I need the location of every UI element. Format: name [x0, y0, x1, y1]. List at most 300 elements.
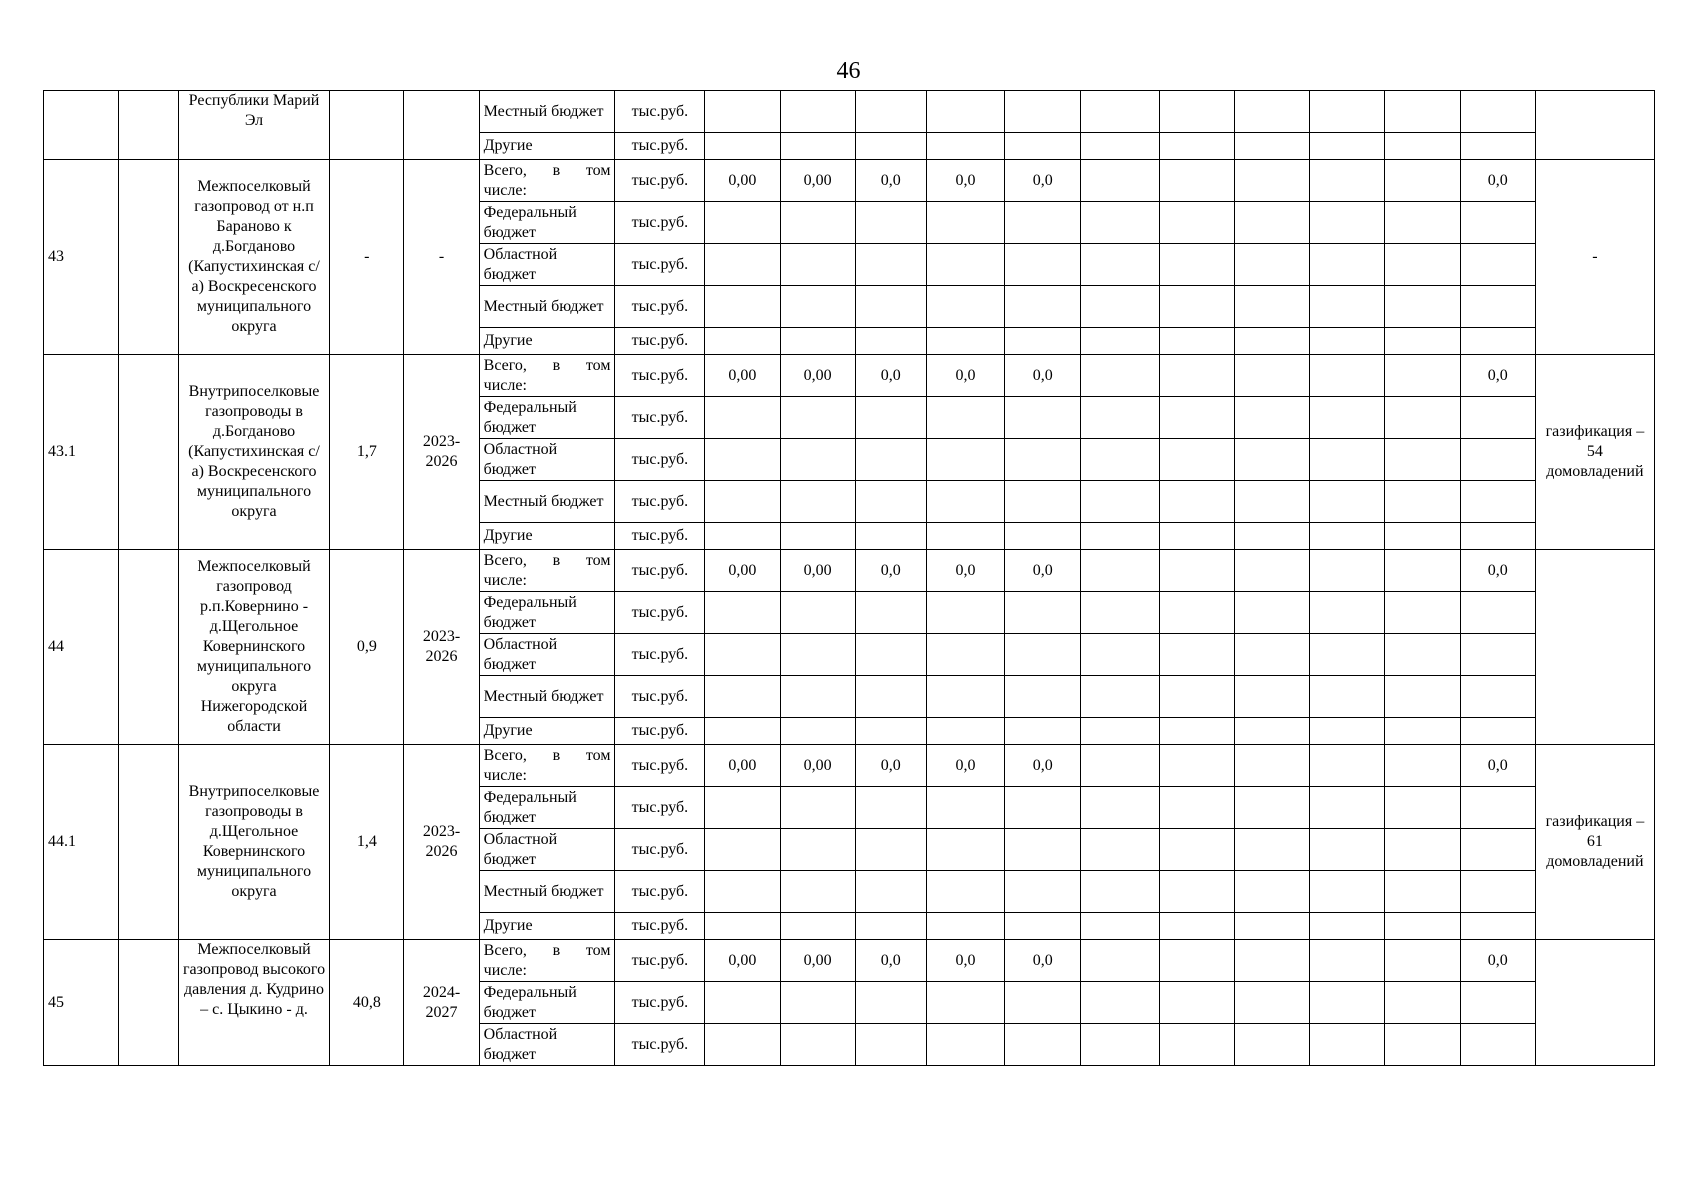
empty-cell [855, 634, 926, 676]
empty-cell [1159, 745, 1234, 787]
sum-cell: 0,0 [1460, 355, 1535, 397]
empty-cell [1081, 592, 1159, 634]
empty-cell [1310, 244, 1385, 286]
unit: тыс.руб. [615, 523, 705, 550]
empty-cell [1081, 1024, 1159, 1066]
object-period: - [404, 160, 479, 355]
result-cell [1535, 91, 1654, 160]
empty-cell [1385, 634, 1460, 676]
empty-cell [855, 202, 926, 244]
empty-cell [1005, 634, 1081, 676]
funding-source: Местный бюджет [479, 286, 615, 328]
empty-cell [1005, 202, 1081, 244]
object-period: 2023-2026 [404, 745, 479, 940]
unit: тыс.руб. [615, 355, 705, 397]
empty-cell [1159, 634, 1234, 676]
empty-cell [1460, 871, 1535, 913]
empty-cell [1310, 634, 1385, 676]
empty-cell [855, 787, 926, 829]
table-row [44, 745, 1655, 787]
object-period: 2024-2027 [404, 940, 479, 1066]
funding-source: Другие [479, 913, 615, 940]
empty-cell [926, 1024, 1004, 1066]
empty-cell [1460, 328, 1535, 355]
empty-cell [1005, 718, 1081, 745]
empty-cell [780, 1024, 855, 1066]
empty-cell [1081, 634, 1159, 676]
empty-cell [780, 286, 855, 328]
empty-cell [1159, 244, 1234, 286]
empty-cell [926, 634, 1004, 676]
empty-cell [1081, 982, 1159, 1024]
empty-cell [1081, 676, 1159, 718]
funding-source: Областной бюджет [479, 244, 615, 286]
funding-source: Всего, в том числе: [479, 355, 615, 397]
unit: тыс.руб. [615, 718, 705, 745]
empty-cell [705, 244, 780, 286]
empty-cell [1310, 871, 1385, 913]
sum-cell: 0,0 [1460, 160, 1535, 202]
empty-cell [1460, 397, 1535, 439]
value-cell: 0,00 [705, 745, 780, 787]
page-number: 46 [836, 58, 861, 84]
empty-cell [1460, 523, 1535, 550]
empty-cell [1234, 787, 1309, 829]
empty-cell [780, 871, 855, 913]
empty-cell [855, 523, 926, 550]
empty-cell [1159, 355, 1234, 397]
empty-cell [1460, 286, 1535, 328]
empty-cell [926, 523, 1004, 550]
object-number: 44 [44, 550, 119, 745]
empty-cell [926, 592, 1004, 634]
unit: тыс.руб. [615, 745, 705, 787]
empty-cell [855, 829, 926, 871]
empty-cell [855, 982, 926, 1024]
empty-cell [1159, 913, 1234, 940]
empty-cell [705, 439, 780, 481]
empty-cell [1385, 592, 1460, 634]
empty-cell [1460, 481, 1535, 523]
object-period: 2023-2026 [404, 355, 479, 550]
empty-cell [1081, 439, 1159, 481]
object-number: 45 [44, 940, 119, 1066]
empty-cell [1460, 982, 1535, 1024]
empty-cell [1234, 913, 1309, 940]
empty-cell [926, 982, 1004, 1024]
empty-cell [1310, 745, 1385, 787]
empty-cell [705, 328, 780, 355]
result-cell: - [1535, 160, 1654, 355]
table-row [44, 91, 1655, 133]
empty-cell [1159, 439, 1234, 481]
unit: тыс.руб. [615, 940, 705, 982]
value-cell: 0,0 [1005, 160, 1081, 202]
empty-cell [1159, 550, 1234, 592]
empty-cell [1234, 328, 1309, 355]
funding-source: Местный бюджет [479, 481, 615, 523]
funding-source: Областной бюджет [479, 634, 615, 676]
funding-source: Другие [479, 328, 615, 355]
funding-source: Местный бюджет [479, 676, 615, 718]
empty-cell [1234, 940, 1309, 982]
value-cell: 0,00 [780, 550, 855, 592]
empty-cell [926, 286, 1004, 328]
empty-cell [1234, 397, 1309, 439]
empty-cell [1159, 481, 1234, 523]
funding-source: Областной бюджет [479, 1024, 615, 1066]
funding-source: Местный бюджет [479, 91, 615, 133]
value-cell: 0,0 [926, 745, 1004, 787]
empty-cell [1234, 745, 1309, 787]
funding-source: Всего, в том числе: [479, 550, 615, 592]
object-number: 43 [44, 160, 119, 355]
empty-cell [1310, 676, 1385, 718]
cell-num [44, 91, 119, 160]
empty-cell [1310, 1024, 1385, 1066]
unit: тыс.руб. [615, 829, 705, 871]
empty-cell [1005, 439, 1081, 481]
empty-cell [1081, 481, 1159, 523]
empty-cell [855, 1024, 926, 1066]
empty-cell [705, 286, 780, 328]
empty-cell [1005, 982, 1081, 1024]
funding-source: Другие [479, 133, 615, 160]
empty-cell [1081, 160, 1159, 202]
value-cell: 0,0 [855, 550, 926, 592]
empty-cell [780, 523, 855, 550]
empty-cell [926, 829, 1004, 871]
empty-cell [1005, 913, 1081, 940]
unit: тыс.руб. [615, 550, 705, 592]
empty-cell [1310, 202, 1385, 244]
empty-cell [1385, 481, 1460, 523]
funding-source: Федеральный бюджет [479, 202, 615, 244]
empty-cell [780, 202, 855, 244]
empty-cell [1234, 550, 1309, 592]
empty-cell [1310, 355, 1385, 397]
empty-cell [1081, 523, 1159, 550]
empty-cell [1234, 523, 1309, 550]
result-cell: газификация – 54 домовладений [1535, 355, 1654, 550]
value-cell: 0,0 [926, 550, 1004, 592]
empty-cell [1234, 676, 1309, 718]
empty-cell [1159, 523, 1234, 550]
empty-cell [1310, 286, 1385, 328]
unit: тыс.руб. [615, 133, 705, 160]
empty-cell [1081, 718, 1159, 745]
value-cell: 0,00 [705, 160, 780, 202]
empty-cell [1005, 787, 1081, 829]
empty-cell [1310, 592, 1385, 634]
empty-cell [1234, 244, 1309, 286]
empty-cell [1310, 829, 1385, 871]
budget-table [43, 90, 1655, 1066]
empty-cell [855, 397, 926, 439]
table-row [44, 355, 1655, 397]
empty-cell [1385, 328, 1460, 355]
empty-cell [1081, 397, 1159, 439]
empty-cell [926, 439, 1004, 481]
empty-cell [1385, 718, 1460, 745]
empty-cell [705, 913, 780, 940]
value-cell: 0,0 [855, 160, 926, 202]
unit: тыс.руб. [615, 397, 705, 439]
value-cell: 0,0 [855, 745, 926, 787]
value-cell: 0,0 [926, 355, 1004, 397]
object-length: 0,9 [330, 550, 404, 745]
value-cell: 0,00 [780, 940, 855, 982]
empty-cell [1460, 244, 1535, 286]
sum-cell: 0,0 [1460, 550, 1535, 592]
object-length: - [330, 160, 404, 355]
empty-cell [1081, 787, 1159, 829]
empty-cell [780, 439, 855, 481]
object-name: Внутрипоселковые газопроводы в д.Богданово (Капустихинская с/а) Воскресенского муниципального округа [178, 355, 329, 550]
value-cell: 0,0 [855, 355, 926, 397]
value-cell: 0,0 [926, 160, 1004, 202]
empty-cell [1159, 787, 1234, 829]
empty-cell [705, 592, 780, 634]
empty-cell [1081, 286, 1159, 328]
result-cell: газификация – 61 домовладений [1535, 745, 1654, 940]
empty-cell [705, 1024, 780, 1066]
empty-cell [1385, 745, 1460, 787]
empty-cell [1081, 202, 1159, 244]
empty-cell [780, 676, 855, 718]
empty-cell [1310, 913, 1385, 940]
empty-cell [705, 829, 780, 871]
empty-cell [1159, 982, 1234, 1024]
unit: тыс.руб. [615, 286, 705, 328]
empty-cell [1005, 592, 1081, 634]
unit: тыс.руб. [615, 244, 705, 286]
empty-cell [1159, 160, 1234, 202]
empty-cell [926, 397, 1004, 439]
empty-cell [1385, 982, 1460, 1024]
empty-cell [1081, 829, 1159, 871]
object-period: 2023-2026 [404, 550, 479, 745]
empty-cell [926, 913, 1004, 940]
empty-cell [705, 676, 780, 718]
empty-cell [1385, 940, 1460, 982]
empty-cell [1081, 871, 1159, 913]
object-number: 43.1 [44, 355, 119, 550]
empty-cell [1310, 523, 1385, 550]
empty-cell [855, 871, 926, 913]
empty-cell [1159, 328, 1234, 355]
empty-cell [1081, 913, 1159, 940]
empty-cell [926, 676, 1004, 718]
value-cell: 0,00 [705, 550, 780, 592]
unit: тыс.руб. [615, 160, 705, 202]
empty-cell [1005, 523, 1081, 550]
empty-cell [780, 592, 855, 634]
value-cell: 0,0 [1005, 745, 1081, 787]
empty-cell [1234, 481, 1309, 523]
object-length: 1,4 [330, 745, 404, 940]
empty-cell [1310, 439, 1385, 481]
empty-cell [855, 718, 926, 745]
object-number: 44.1 [44, 745, 119, 940]
empty-cell [780, 244, 855, 286]
object-name: Республики Марий Эл [178, 91, 329, 160]
funding-source: Местный бюджет [479, 871, 615, 913]
empty-cell [1005, 481, 1081, 523]
empty-cell [1005, 871, 1081, 913]
empty-cell [1385, 676, 1460, 718]
empty-cell [855, 286, 926, 328]
empty-cell [1234, 286, 1309, 328]
empty-cell [1081, 244, 1159, 286]
empty-cell [705, 718, 780, 745]
empty-cell [1385, 1024, 1460, 1066]
empty-cell [855, 244, 926, 286]
value-cell: 0,00 [705, 355, 780, 397]
empty-cell [1005, 244, 1081, 286]
empty-cell [1310, 940, 1385, 982]
funding-source: Всего, в том числе: [479, 745, 615, 787]
empty-cell [1385, 202, 1460, 244]
unit: тыс.руб. [615, 439, 705, 481]
funding-source: Федеральный бюджет [479, 787, 615, 829]
cell-empty [119, 550, 179, 745]
empty-cell [705, 202, 780, 244]
table-row [44, 160, 1655, 202]
unit: тыс.руб. [615, 871, 705, 913]
empty-cell [926, 202, 1004, 244]
empty-cell [926, 481, 1004, 523]
empty-cell [1310, 328, 1385, 355]
table-row [44, 550, 1655, 592]
empty-cell [1234, 439, 1309, 481]
empty-cell [1159, 397, 1234, 439]
empty-cell [705, 787, 780, 829]
empty-cell [780, 634, 855, 676]
empty-cell [1385, 523, 1460, 550]
empty-cell [1005, 397, 1081, 439]
empty-cell [1385, 397, 1460, 439]
empty-cell [1385, 913, 1460, 940]
funding-source: Федеральный бюджет [479, 592, 615, 634]
cell-period [404, 91, 479, 160]
empty-cell [780, 829, 855, 871]
funding-source: Другие [479, 523, 615, 550]
empty-cell [1234, 634, 1309, 676]
empty-cell [1460, 202, 1535, 244]
empty-cell [1460, 676, 1535, 718]
empty-cell [780, 718, 855, 745]
empty-cell [1159, 676, 1234, 718]
empty-cell [926, 244, 1004, 286]
funding-source: Областной бюджет [479, 439, 615, 481]
empty-cell [1081, 745, 1159, 787]
unit: тыс.руб. [615, 202, 705, 244]
empty-cell [926, 718, 1004, 745]
cell-empty [119, 745, 179, 940]
empty-cell [780, 982, 855, 1024]
value-cell: 0,0 [1005, 355, 1081, 397]
unit: тыс.руб. [615, 592, 705, 634]
empty-cell [705, 481, 780, 523]
value-cell: 0,00 [780, 745, 855, 787]
empty-cell [780, 787, 855, 829]
empty-cell [1385, 286, 1460, 328]
empty-cell [1385, 871, 1460, 913]
empty-cell [1310, 160, 1385, 202]
funding-source: Всего, в том числе: [479, 160, 615, 202]
empty-cell [926, 787, 1004, 829]
empty-cell [926, 328, 1004, 355]
empty-cell [1005, 328, 1081, 355]
unit: тыс.руб. [615, 634, 705, 676]
empty-cell [1234, 355, 1309, 397]
empty-cell [1159, 718, 1234, 745]
empty-cell [1081, 328, 1159, 355]
cell-length [330, 91, 404, 160]
unit: тыс.руб. [615, 676, 705, 718]
empty-cell [780, 397, 855, 439]
empty-cell [1460, 439, 1535, 481]
cell-empty [119, 940, 179, 1066]
empty-cell [926, 871, 1004, 913]
object-name: Межпоселковый газопровод р.п.Ковернино - д.Щегольное Ковернинского муниципального округа Нижегородской области [178, 550, 329, 745]
empty-cell [855, 328, 926, 355]
value-cell: 0,0 [926, 940, 1004, 982]
empty-cell [1159, 1024, 1234, 1066]
cell-empty [119, 91, 179, 160]
empty-cell [1310, 718, 1385, 745]
empty-cell [1310, 982, 1385, 1024]
empty-cell [1159, 871, 1234, 913]
empty-cell [1385, 787, 1460, 829]
result-cell [1535, 940, 1654, 1066]
empty-cell [1385, 355, 1460, 397]
empty-cell [1005, 676, 1081, 718]
empty-cell [1234, 202, 1309, 244]
empty-cell [1310, 550, 1385, 592]
funding-source: Всего, в том числе: [479, 940, 615, 982]
empty-cell [1385, 244, 1460, 286]
value-cell: 0,0 [855, 940, 926, 982]
empty-cell [855, 676, 926, 718]
value-cell: 0,00 [705, 940, 780, 982]
empty-cell [855, 913, 926, 940]
result-cell [1535, 550, 1654, 745]
unit: тыс.руб. [615, 1024, 705, 1066]
empty-cell [855, 439, 926, 481]
empty-cell [705, 982, 780, 1024]
object-length: 40,8 [330, 940, 404, 1066]
empty-cell [780, 328, 855, 355]
object-length: 1,7 [330, 355, 404, 550]
funding-source: Областной бюджет [479, 829, 615, 871]
empty-cell [1385, 439, 1460, 481]
table-row [44, 940, 1655, 982]
object-name: Межпоселковый газопровод от н.п Бараново к д.Богданово (Капустихинская с/а) Воскресенского муниципального округа [178, 160, 329, 355]
empty-cell [1005, 829, 1081, 871]
empty-cell [1385, 160, 1460, 202]
unit: тыс.руб. [615, 328, 705, 355]
empty-cell [1460, 913, 1535, 940]
sum-cell: 0,0 [1460, 940, 1535, 982]
unit: тыс.руб. [615, 481, 705, 523]
empty-cell [1234, 829, 1309, 871]
empty-cell [855, 481, 926, 523]
empty-cell [1081, 355, 1159, 397]
empty-cell [1234, 871, 1309, 913]
unit: тыс.руб. [615, 982, 705, 1024]
